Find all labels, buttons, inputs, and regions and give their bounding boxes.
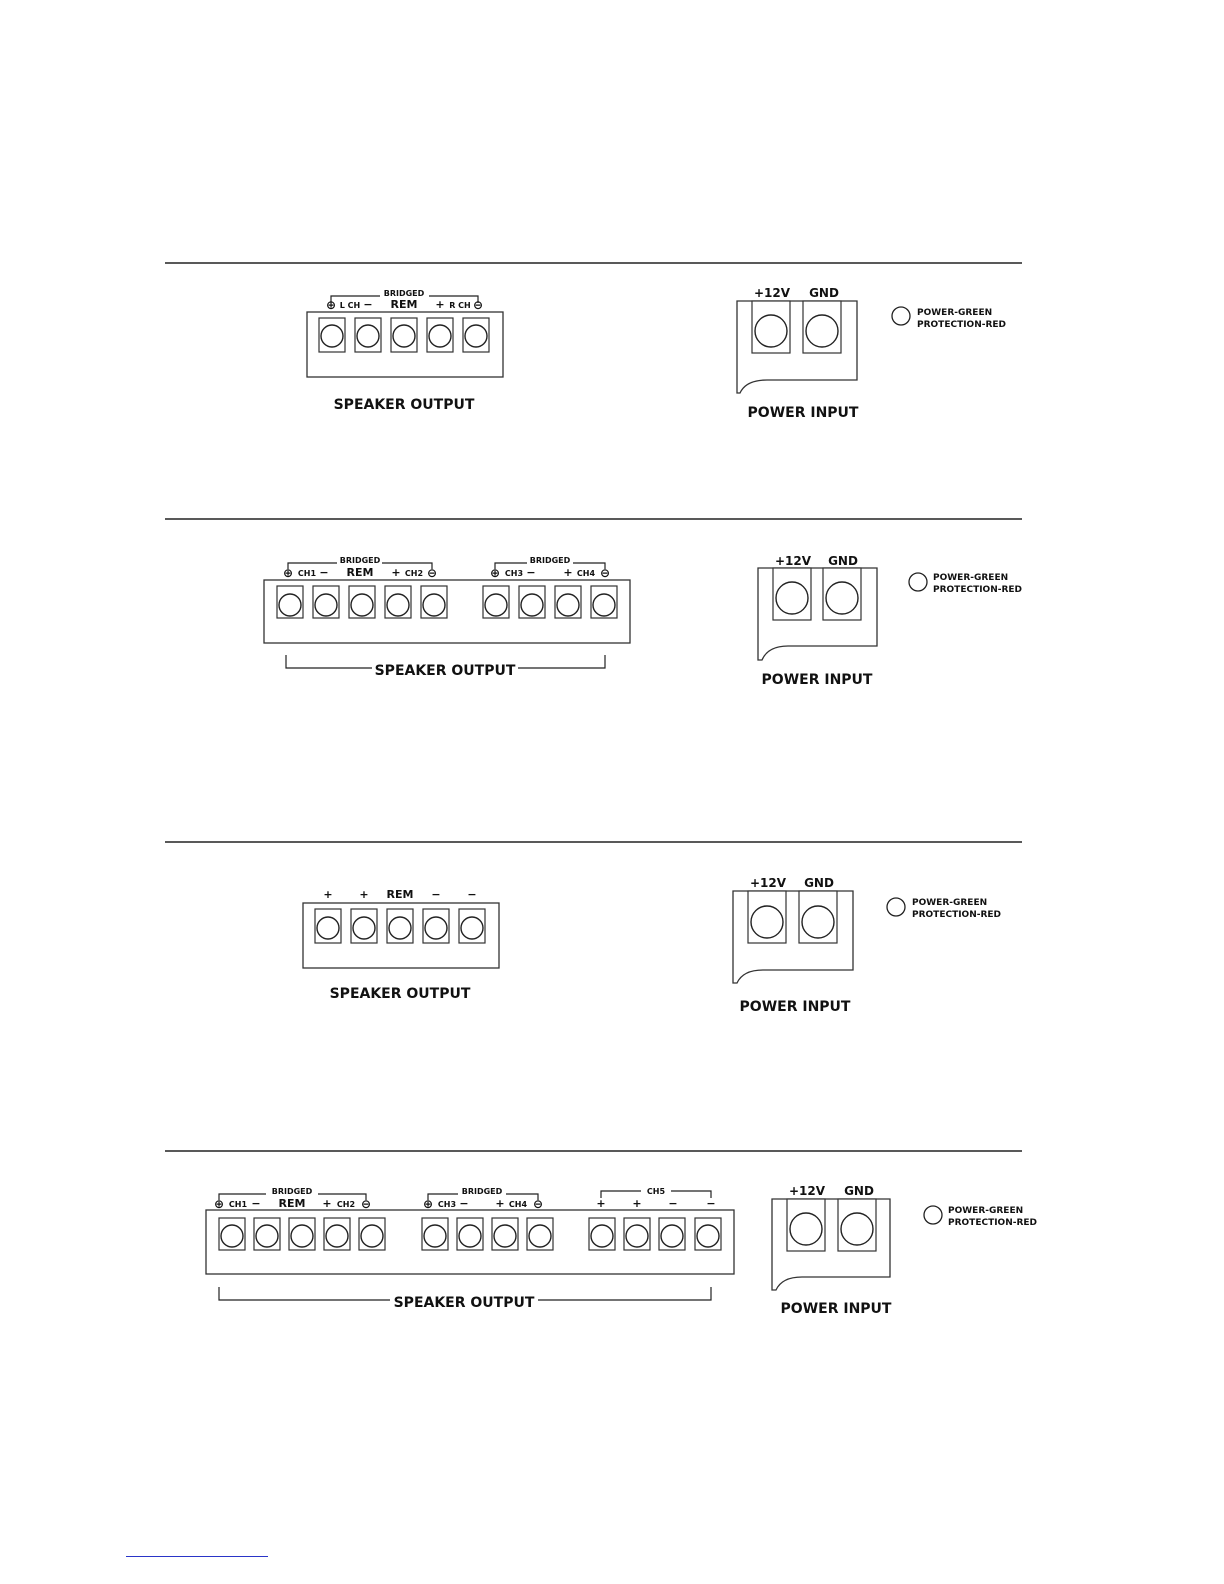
- speaker-terminal-block: [206, 1210, 734, 1274]
- power-input-title: POWER INPUT: [761, 672, 873, 688]
- power-terminal-block: [733, 891, 853, 983]
- led-power-green-label: POWER-GREEN: [917, 308, 993, 318]
- screw-terminal: [626, 1225, 648, 1247]
- screw-terminal: [465, 325, 487, 347]
- rem-label: REM: [386, 888, 414, 901]
- screw-terminal: [485, 594, 507, 616]
- power-input-title: POWER INPUT: [780, 1301, 892, 1317]
- gnd-label: GND: [804, 876, 834, 890]
- plus-label: +: [359, 888, 369, 901]
- screw-terminal: [357, 325, 379, 347]
- screw-terminal: [326, 1225, 348, 1247]
- screw-terminal: [425, 917, 447, 939]
- bridged-label: BRIDGED: [529, 556, 571, 565]
- status-led-icon: [909, 573, 927, 591]
- rem-label: REM: [390, 298, 418, 311]
- led-power-green-label: POWER-GREEN: [948, 1206, 1024, 1216]
- screw-terminal: [424, 1225, 446, 1247]
- minus-label: −: [706, 1197, 716, 1210]
- screw-terminal: [279, 594, 301, 616]
- gnd-label: GND: [844, 1184, 874, 1198]
- rch-label: R CH: [449, 301, 471, 310]
- plus-circle-label: ⊕: [325, 298, 337, 312]
- screw-terminal: [494, 1225, 516, 1247]
- ch5-label: CH5: [646, 1187, 666, 1196]
- minus-label: −: [459, 1197, 469, 1210]
- screw-terminal: [790, 1213, 822, 1245]
- screw-terminal: [591, 1225, 613, 1247]
- status-led-icon: [892, 307, 910, 325]
- screw-terminal: [389, 917, 411, 939]
- screw-terminal: [826, 582, 858, 614]
- power-terminal-block: [737, 301, 857, 393]
- plus-label: +: [322, 1197, 332, 1210]
- screw-terminal: [361, 1225, 383, 1247]
- panel-1: [165, 263, 1022, 421]
- plus-label: +: [391, 566, 401, 579]
- screw-terminal: [423, 594, 445, 616]
- plus-circle-label: ⊕: [282, 566, 294, 580]
- led-protection-red-label: PROTECTION-RED: [948, 1218, 1038, 1228]
- ch2-label: CH2: [336, 1200, 356, 1209]
- screw-terminal: [776, 582, 808, 614]
- plus-label: +: [495, 1197, 505, 1210]
- led-power-green-label: POWER-GREEN: [912, 898, 988, 908]
- screw-terminal: [353, 917, 375, 939]
- plus-label: +: [632, 1197, 642, 1210]
- plus-12v-label: +12V: [753, 286, 791, 300]
- bridged-label: BRIDGED: [461, 1187, 503, 1196]
- minus-label: −: [526, 566, 536, 579]
- screw-terminal: [321, 325, 343, 347]
- led-protection-red-label: PROTECTION-RED: [912, 910, 1002, 920]
- plus-label: +: [435, 298, 445, 311]
- screw-terminal: [697, 1225, 719, 1247]
- screw-terminal: [256, 1225, 278, 1247]
- minus-circle-label: ⊖: [426, 566, 438, 580]
- plus-12v-label: +12V: [788, 1184, 826, 1198]
- bridged-label: BRIDGED: [271, 1187, 313, 1196]
- screw-terminal: [291, 1225, 313, 1247]
- speaker-output-title: SPEAKER OUTPUT: [329, 986, 471, 1002]
- power-input-title: POWER INPUT: [739, 999, 851, 1015]
- plus-label: +: [563, 566, 573, 579]
- bridged-label: BRIDGED: [383, 289, 425, 298]
- rem-label: REM: [278, 1197, 306, 1210]
- speaker-terminal-block: [307, 312, 503, 377]
- rem-label: REM: [346, 566, 374, 579]
- minus-label: −: [467, 888, 477, 901]
- led-power-green-label: POWER-GREEN: [933, 573, 1009, 583]
- plus-label: +: [323, 888, 333, 901]
- plus-12v-label: +12V: [749, 876, 787, 890]
- status-led-icon: [887, 898, 905, 916]
- lch-label: L CH: [339, 301, 361, 310]
- screw-terminal: [221, 1225, 243, 1247]
- power-terminal-block: [758, 568, 877, 660]
- minus-label: −: [363, 298, 373, 311]
- gnd-label: GND: [828, 554, 858, 568]
- screw-terminal: [806, 315, 838, 347]
- ch1-label: CH1: [228, 1200, 248, 1209]
- bridged-label: BRIDGED: [339, 556, 381, 565]
- plus-circle-label: ⊕: [489, 566, 501, 580]
- ch4-label: CH4: [576, 569, 596, 578]
- ch3-label: CH3: [504, 569, 524, 578]
- screw-terminal: [351, 594, 373, 616]
- footnote-separator-line: [126, 1556, 268, 1557]
- panel-4: [165, 1151, 1037, 1317]
- led-protection-red-label: PROTECTION-RED: [917, 320, 1007, 330]
- screw-terminal: [557, 594, 579, 616]
- screw-terminal: [459, 1225, 481, 1247]
- plus-circle-label: ⊕: [213, 1197, 225, 1211]
- power-input-title: POWER INPUT: [747, 405, 859, 421]
- power-terminal-block: [772, 1199, 890, 1290]
- led-protection-red-label: PROTECTION-RED: [933, 585, 1023, 595]
- minus-label: −: [319, 566, 329, 579]
- screw-terminal: [802, 906, 834, 938]
- plus-label: +: [596, 1197, 606, 1210]
- status-led-icon: [924, 1206, 942, 1224]
- minus-label: −: [431, 888, 441, 901]
- ch1-label: CH1: [297, 569, 317, 578]
- screw-terminal: [751, 906, 783, 938]
- ch2-label: CH2: [404, 569, 424, 578]
- minus-label: −: [668, 1197, 678, 1210]
- minus-circle-label: ⊖: [360, 1197, 372, 1211]
- panel-3: [165, 842, 1022, 1015]
- minus-circle-label: ⊖: [472, 298, 484, 312]
- plus-circle-label: ⊕: [422, 1197, 434, 1211]
- minus-circle-label: ⊖: [532, 1197, 544, 1211]
- screw-terminal: [461, 917, 483, 939]
- screw-terminal: [529, 1225, 551, 1247]
- minus-label: −: [251, 1197, 261, 1210]
- screw-terminal: [755, 315, 787, 347]
- screw-terminal: [593, 594, 615, 616]
- plus-12v-label: +12V: [774, 554, 812, 568]
- screw-terminal: [429, 325, 451, 347]
- speaker-output-title: SPEAKER OUTPUT: [333, 397, 475, 413]
- screw-terminal: [393, 325, 415, 347]
- screw-terminal: [387, 594, 409, 616]
- screw-terminal: [317, 917, 339, 939]
- speaker-terminal-block: [264, 580, 630, 643]
- screw-terminal: [661, 1225, 683, 1247]
- ch3-label: CH3: [437, 1200, 457, 1209]
- speaker-output-title: SPEAKER OUTPUT: [374, 663, 516, 679]
- gnd-label: GND: [809, 286, 839, 300]
- speaker-terminal-block: [303, 903, 499, 968]
- screw-terminal: [521, 594, 543, 616]
- screw-terminal: [315, 594, 337, 616]
- ch4-label: CH4: [508, 1200, 528, 1209]
- minus-circle-label: ⊖: [599, 566, 611, 580]
- panel-2: [165, 519, 1022, 688]
- screw-terminal: [841, 1213, 873, 1245]
- speaker-output-title: SPEAKER OUTPUT: [393, 1295, 535, 1311]
